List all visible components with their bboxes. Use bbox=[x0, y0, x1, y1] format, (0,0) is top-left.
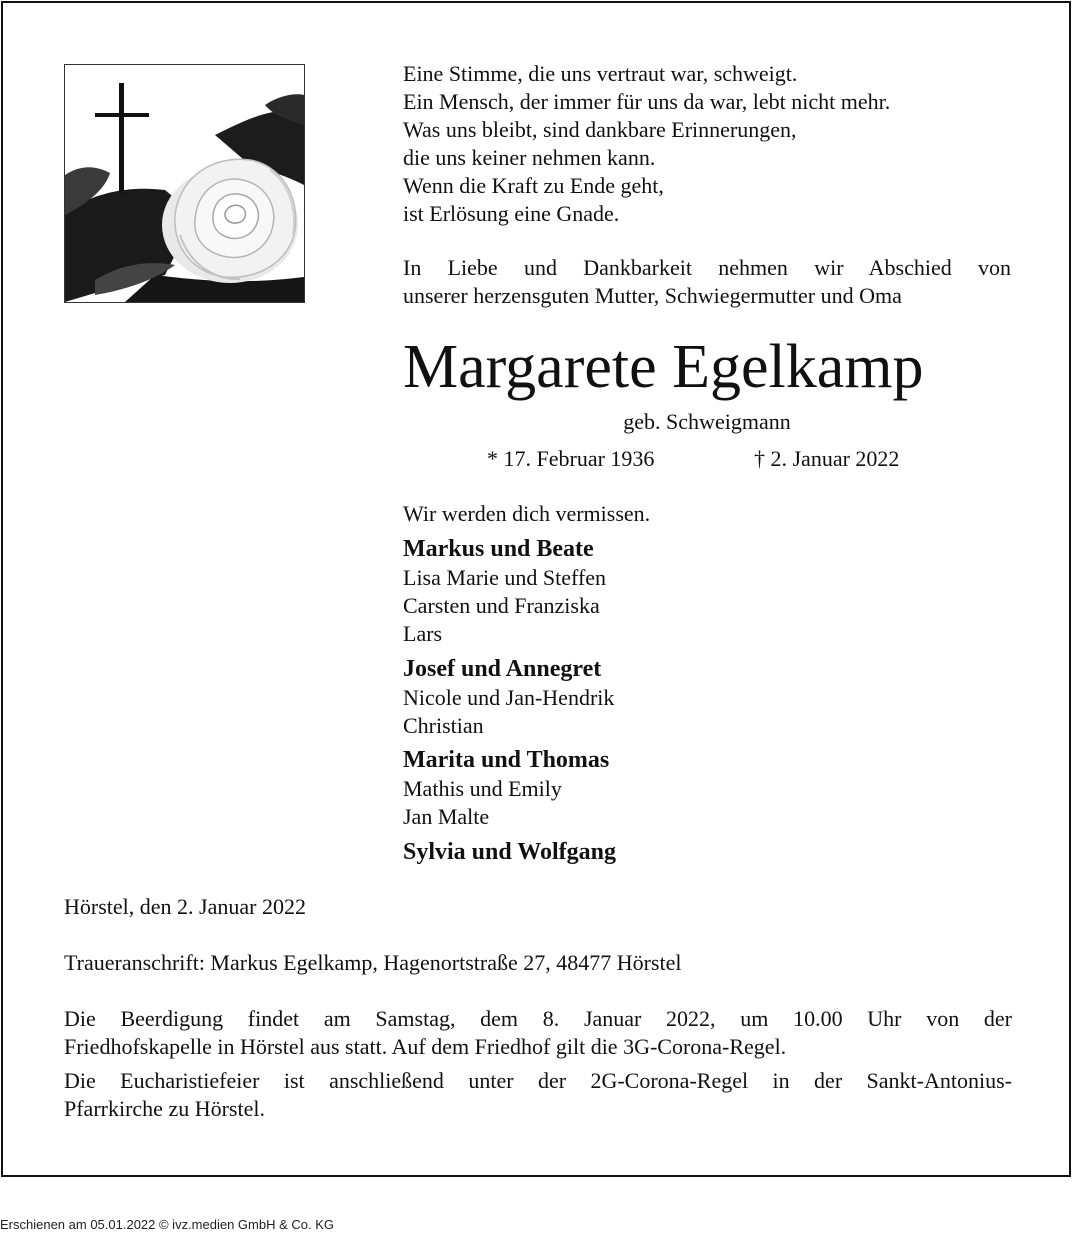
poem-line: Was uns bleibt, sind dankbare Erinnerungen, bbox=[403, 117, 797, 142]
family-head: Marita und Thomas bbox=[403, 747, 610, 773]
intro-line: unserer herzensguten Mutter, Schwiegermutter und Oma bbox=[403, 283, 902, 308]
funeral-line: Pfarrkirche zu Hörstel. bbox=[64, 1096, 265, 1121]
closing-text: Wir werden dich vermissen. bbox=[403, 501, 651, 526]
cross-rose-image bbox=[64, 64, 305, 303]
family-head: Sylvia und Wolfgang bbox=[403, 839, 616, 865]
mourning-address: Traueranschrift: Markus Egelkamp, Hagenortstraße 27, 48477 Hörstel bbox=[64, 950, 682, 975]
family-group bbox=[403, 837, 616, 867]
publication-footer: Erschienen am 05.01.2022 © ivz.medien GmbH & Co. KG bbox=[0, 1217, 335, 1232]
poem-line: ist Erlösung eine Gnade. bbox=[403, 201, 620, 226]
birth-name: geb. Schweigmann bbox=[623, 409, 791, 434]
poem-line: Ein Mensch, der immer für uns da war, lebt nicht mehr. bbox=[403, 89, 891, 114]
poem bbox=[403, 60, 1023, 228]
poem-line: die uns keiner nehmen kann. bbox=[403, 145, 656, 170]
funeral-line: Die Beerdigung findet am Samstag, dem 8. Januar 2022, um 10.00 Uhr von der bbox=[64, 1006, 1012, 1031]
family-group bbox=[403, 654, 614, 740]
birth-date: * 17. Februar 1936 bbox=[487, 446, 655, 471]
family-member: Carsten und Franziska bbox=[403, 593, 600, 618]
poem-line: Eine Stimme, die uns vertraut war, schweigt. bbox=[403, 61, 798, 86]
deceased-name: Margarete Egelkamp bbox=[403, 333, 924, 401]
family-group bbox=[403, 534, 606, 648]
family-member: Christian bbox=[403, 713, 484, 738]
family-member: Nicole und Jan-Hendrik bbox=[403, 685, 615, 710]
intro-line: In Liebe und Dankbarkeit nehmen wir Abschied von bbox=[403, 255, 1011, 280]
funeral-line: Friedhofskapelle in Hörstel aus statt. Auf dem Friedhof gilt die 3G-Corona-Regel. bbox=[64, 1034, 787, 1059]
family-head: Markus und Beate bbox=[403, 536, 594, 562]
place-date: Hörstel, den 2. Januar 2022 bbox=[64, 894, 306, 919]
family-group bbox=[403, 745, 609, 831]
family-member: Mathis und Emily bbox=[403, 776, 562, 801]
death-date: † 2. Januar 2022 bbox=[754, 446, 900, 471]
rose-icon bbox=[65, 65, 304, 302]
intro-text bbox=[403, 254, 1011, 310]
family-member: Lisa Marie und Steffen bbox=[403, 565, 607, 590]
funeral-info bbox=[64, 1005, 1012, 1123]
family-member: Jan Malte bbox=[403, 804, 490, 829]
family-member: Lars bbox=[403, 621, 443, 646]
funeral-line: Die Eucharistiefeier ist anschließend unter der 2G-Corona-Regel in der Sankt-Antonius- bbox=[64, 1068, 1012, 1093]
poem-line: Wenn die Kraft zu Ende geht, bbox=[403, 173, 664, 198]
family-head: Josef und Annegret bbox=[403, 656, 602, 682]
